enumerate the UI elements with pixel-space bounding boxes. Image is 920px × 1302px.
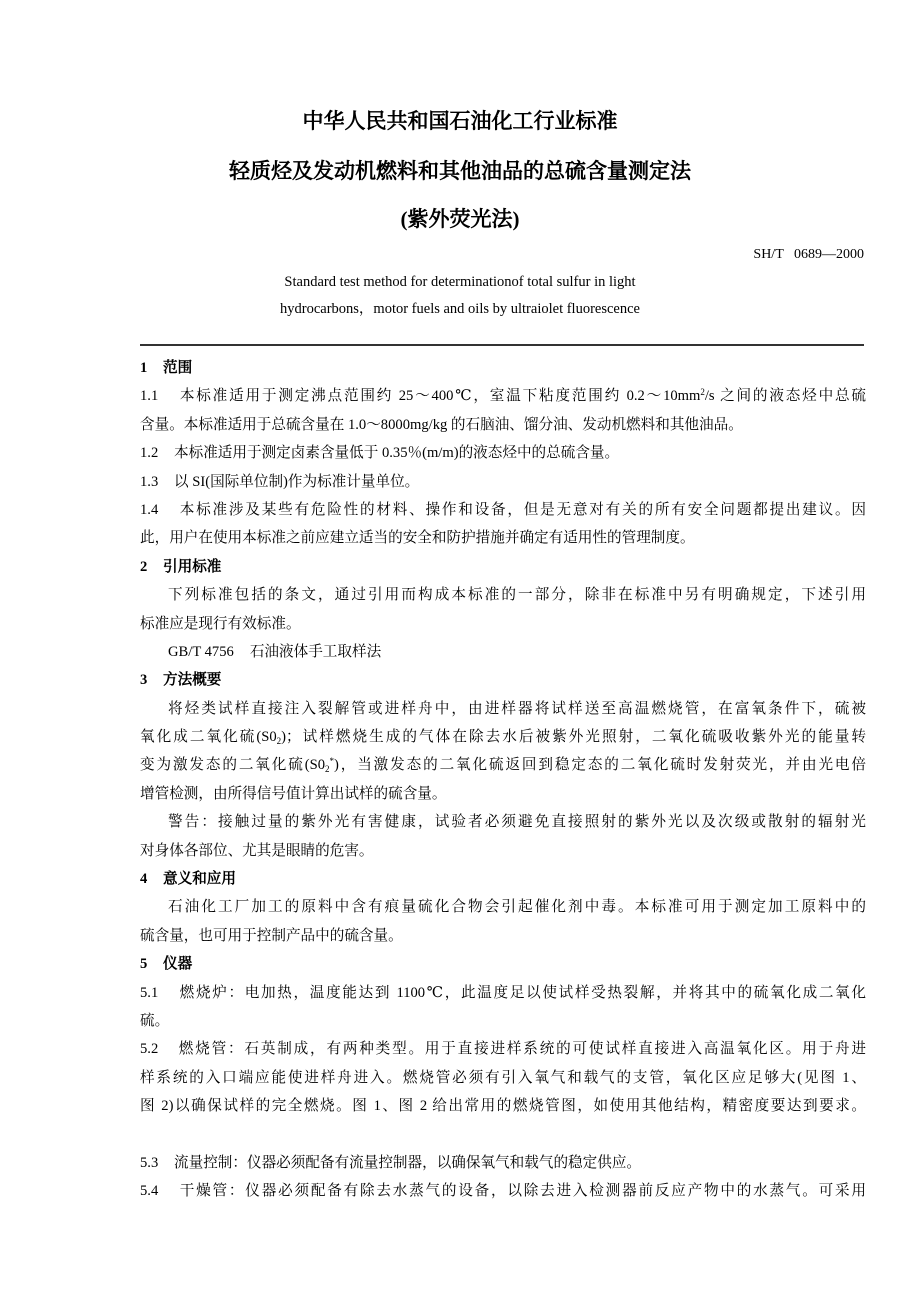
method-subtitle: (紫外荧光法): [400, 207, 520, 231]
clause-1-4-line-1: [140, 496, 866, 524]
clause-text: 干燥管：仪器必须配备有除去水蒸气的设备，以除去进入检测器前反应产物中的水蒸气。可采用: [178, 1183, 866, 1200]
clause-text: 本标准适用于测定沸点范围约 25～400℃，室温下粘度范围约 0.2～10mm: [178, 388, 701, 405]
header-divider: [140, 344, 864, 346]
clause-text: 流量控制：仪器必须配备有流量控制器，以确保氧气和载气的稳定供应。: [174, 1154, 642, 1171]
clause-5-2-line-1: [140, 1035, 866, 1063]
section-title: 仪器: [163, 956, 193, 973]
clause-number: 5.2: [140, 1041, 159, 1058]
clause-1-1-line-1: [140, 382, 866, 410]
para-text: 变为激发态的二氧化硫(S0: [140, 757, 325, 774]
clause-5-2-line-3: 图 2)以确保试样的完全燃烧。图 1、图 2 给出常用的燃烧管图，如使用其他结构，精密度要达到要求。: [140, 1098, 866, 1115]
section-title: 引用标准: [163, 558, 222, 575]
clause-text: 本标准适用于测定卤素含量低于 0.35％(m/m)的液态烃中的总硫含量。: [174, 445, 620, 462]
subscript: 2: [325, 764, 330, 775]
standard-number: SH/T 0689—2000: [753, 247, 864, 262]
section-3-para-line-3: [140, 751, 866, 779]
clause-number: 5.1: [140, 984, 159, 1001]
clause-number: 1.3: [140, 473, 159, 490]
clause-1-3: [140, 468, 866, 496]
section-2-para-line-2: 标准应是现行有效标准。: [140, 615, 301, 632]
clause-5-3: [140, 1149, 866, 1177]
subscript: 2: [276, 736, 282, 747]
superscript: *: [329, 756, 334, 767]
method-title: 轻质烃及发动机燃料和其他油品的总硫含量测定法: [229, 159, 691, 183]
clause-number: 1.1: [140, 388, 159, 405]
blank-line: [140, 1121, 866, 1149]
industry-standard-title: 中华人民共和国石油化工行业标准: [302, 109, 618, 133]
clause-5-2-line-2: 样系统的入口端应能使进样舟进入。燃烧管必须有引入氧气和载气的支管，氧化区应足够大(见图 1、: [140, 1069, 866, 1086]
warning-line-2: 对身体各部位、尤其是眼睛的危害。: [140, 842, 374, 859]
english-title-line-1: Standard test method for determinationof total sulfur in light: [284, 274, 636, 290]
clause-text: 燃烧管：石英制成，有两种类型。用于直接进样系统的可使试样直接进入高温氧化区。用于舟进: [177, 1041, 866, 1058]
clause-number: 5.3: [140, 1154, 159, 1171]
superscript: 2: [700, 387, 705, 398]
clause-text: 燃烧炉：电加热，温度能达到 1100℃，此温度足以使试样受热裂解，并将其中的硫氧化成二氧化: [178, 984, 866, 1001]
clause-text: 本标准涉及某些有危险性的材料、操作和设备，但是无意对有关的所有安全问题都提出建议。因: [178, 501, 866, 518]
clause-1-2: [140, 439, 866, 467]
clause-number: 1.2: [140, 445, 159, 462]
para-text: )，当激发态的二氧化硫返回到稳定态的二氧化硫时发射荧光，并由光电倍: [334, 757, 866, 774]
section-title: 意义和应用: [163, 871, 236, 888]
section-2-para-line-1: 下列标准包括的条文，通过引用而构成本标准的一部分，除非在标准中另有明确规定，下述引用: [168, 587, 866, 604]
clause-5-1-line-1: [140, 979, 866, 1007]
section-3-para-line-4: 增管检测，由所得信号值计算出试样的硫含量。: [140, 785, 447, 802]
section-heading-2: [140, 553, 866, 581]
section-number: 1: [140, 360, 148, 376]
section-number: 4: [140, 871, 148, 888]
document-body: [140, 354, 866, 1206]
reference-title: 石油液体手工取样法: [249, 643, 382, 660]
section-3-para-line-1: 将烃类试样直接注入裂解管或进样舟中，由进样器将试样送至高温燃烧管，在富氧条件下，硫被: [168, 700, 866, 717]
clause-5-4: [140, 1177, 866, 1205]
section-heading-5: [140, 950, 866, 978]
section-number: 5: [140, 956, 148, 973]
clause-number: 1.4: [140, 501, 159, 518]
section-4-para-line-1: 石油化工厂加工的原料中含有痕量硫化合物会引起催化剂中毒。本标准可用于测定加工原料中的: [168, 899, 866, 916]
section-3-para-line-2: [140, 723, 866, 751]
clause-1-4-line-2: 此，用户在使用本标准之前应建立适当的安全和防护措施并确定有适用性的管理制度。: [140, 530, 695, 547]
section-heading-3: [140, 666, 866, 694]
para-text: 氧化成二氧化硫(S0: [140, 729, 277, 746]
section-number: 3: [140, 672, 148, 689]
section-title: 方法概要: [163, 672, 222, 689]
section-heading-4: [140, 865, 866, 893]
clause-text: /s 之间的液态烃中总硫: [704, 388, 866, 405]
section-heading-1: [140, 354, 866, 382]
clause-text: 以 SI(国际单位制)作为标准计量单位。: [174, 473, 420, 490]
english-title-line-2: hydrocarbons，motor fuels and oils by ultraiolet fluorescence: [280, 301, 640, 317]
reference-code: GB/T 4756: [168, 643, 234, 660]
clause-number: 5.4: [140, 1183, 159, 1200]
section-number: 2: [140, 558, 148, 575]
warning-line-1: 警告：接触过量的紫外光有害健康，试验者必须避免直接照射的紫外光以及次级或散射的辐射光: [168, 814, 866, 831]
normative-reference: [140, 638, 866, 666]
para-text: )；试样燃烧生成的气体在除去水后被紫外光照射，二氧化硫吸收紫外光的能量转: [281, 729, 866, 746]
clause-5-1-line-2: 硫。: [140, 1012, 170, 1029]
section-4-para-line-2: 硫含量，也可用于控制产品中的硫含量。: [140, 927, 403, 944]
section-title: 范围: [163, 360, 193, 376]
clause-1-1-line-2: 含量。本标准适用于总硫含量在 1.0～8000mg/kg 的石脑油、馏分油、发动机燃料和其他油品。: [140, 416, 743, 433]
